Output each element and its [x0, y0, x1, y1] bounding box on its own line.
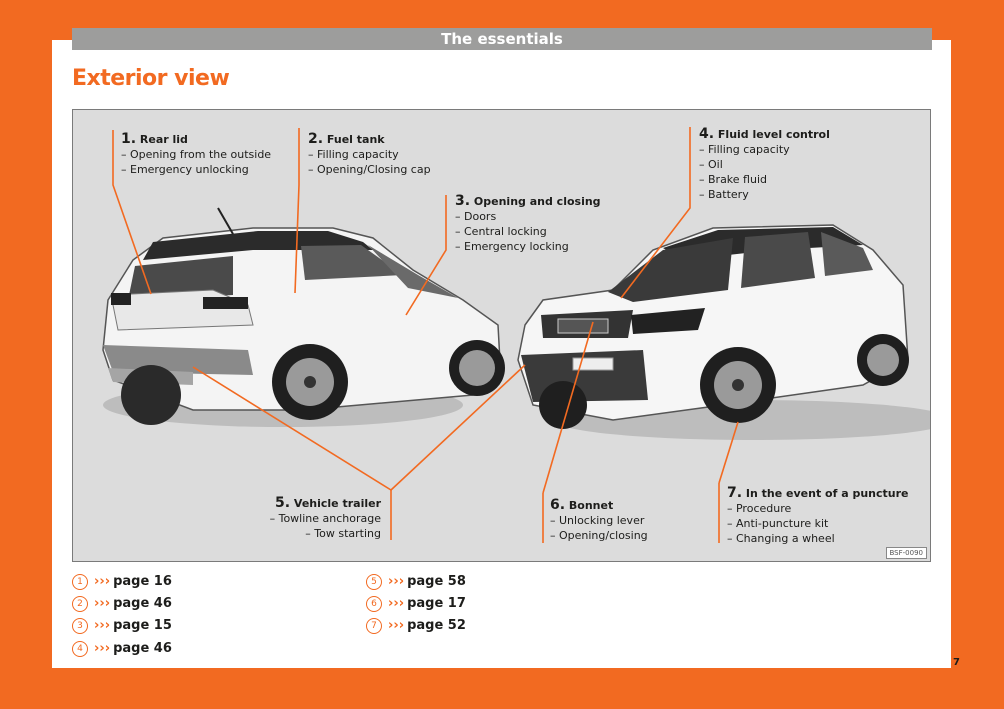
reference-link[interactable]: page 15: [113, 618, 172, 633]
callout-line: – Opening/closing: [550, 529, 648, 542]
reference-item[interactable]: [366, 617, 466, 635]
number-circle-icon: 7: [366, 618, 382, 634]
arrow-icon: ›››: [388, 574, 405, 589]
callout-title: Bonnet: [568, 499, 614, 512]
section-header: The essentials: [72, 28, 932, 50]
callout-number: 3.: [455, 193, 471, 209]
arrow-icon: ›››: [94, 574, 111, 589]
callout-opening-closing: [455, 194, 601, 254]
page-title: Exterior view: [72, 66, 230, 91]
callout-number: 2.: [308, 131, 324, 147]
callout-line: – Battery: [699, 188, 749, 201]
number-circle-icon: 1: [72, 574, 88, 590]
reference-link[interactable]: page 17: [407, 596, 466, 611]
number-circle-icon: 6: [366, 596, 382, 612]
reference-link[interactable]: page 58: [407, 574, 466, 589]
callout-title: Fluid level control: [717, 128, 830, 141]
callout-line: – Unlocking lever: [550, 514, 645, 527]
callout-title: Fuel tank: [326, 133, 385, 146]
reference-item[interactable]: [72, 640, 172, 658]
reference-link[interactable]: page 46: [113, 596, 172, 611]
callout-bonnet: [550, 498, 648, 543]
callout-line: – Brake fluid: [699, 173, 767, 186]
callout-title: Vehicle trailer: [293, 497, 381, 510]
callout-line: – Oil: [699, 158, 723, 171]
callout-line: – Opening from the outside: [121, 148, 272, 161]
callout-rear-lid: [121, 132, 271, 177]
callout-fluid-level: [699, 127, 830, 202]
number-circle-icon: 4: [72, 641, 88, 657]
callout-number: 4.: [699, 126, 715, 142]
callout-line: – Opening/Closing cap: [308, 163, 431, 176]
reference-link[interactable]: page 16: [113, 574, 172, 589]
callout-puncture: [727, 486, 909, 546]
callout-line: – Emergency unlocking: [121, 163, 249, 176]
arrow-icon: ›››: [94, 641, 111, 656]
callout-line: – Emergency locking: [455, 240, 569, 253]
arrow-icon: ›››: [388, 618, 405, 633]
arrow-icon: ›››: [94, 596, 111, 611]
reference-link[interactable]: page 52: [407, 618, 466, 633]
reference-item[interactable]: [72, 617, 172, 635]
arrow-icon: ›››: [94, 618, 111, 633]
callout-title: In the event of a puncture: [745, 487, 909, 500]
callout-line: – Tow starting: [305, 527, 381, 540]
front-car-image: [518, 225, 931, 440]
callout-number: 1.: [121, 131, 137, 147]
rear-car-image: [103, 208, 505, 427]
arrow-icon: ›››: [388, 596, 405, 611]
reference-item[interactable]: [366, 595, 466, 613]
number-circle-icon: 3: [72, 618, 88, 634]
callout-number: 6.: [550, 497, 566, 513]
number-circle-icon: 5: [366, 574, 382, 590]
callout-title: Opening and closing: [473, 195, 601, 208]
callout-line: – Changing a wheel: [727, 532, 835, 545]
reference-item[interactable]: [366, 573, 466, 591]
callout-line: – Towline anchorage: [269, 512, 381, 525]
reference-item[interactable]: [72, 573, 172, 591]
callout-line: – Central locking: [455, 225, 547, 238]
reference-item[interactable]: [72, 595, 172, 613]
exterior-view-figure: [72, 109, 931, 562]
callout-number: 5.: [275, 495, 291, 511]
number-circle-icon: 2: [72, 596, 88, 612]
reference-link[interactable]: page 46: [113, 641, 172, 656]
callout-vehicle-trailer: [270, 496, 381, 541]
callout-line: – Procedure: [727, 502, 792, 515]
callout-title: Rear lid: [139, 133, 188, 146]
callout-line: – Anti-puncture kit: [727, 517, 829, 530]
callout-fuel-tank: [308, 132, 431, 177]
callout-line: – Doors: [455, 210, 497, 223]
callout-line: – Filling capacity: [699, 143, 790, 156]
callout-line: – Filling capacity: [308, 148, 399, 161]
figure-code: BSF-0090: [886, 547, 928, 559]
page-number: 7: [953, 657, 960, 668]
callout-number: 7.: [727, 485, 743, 501]
